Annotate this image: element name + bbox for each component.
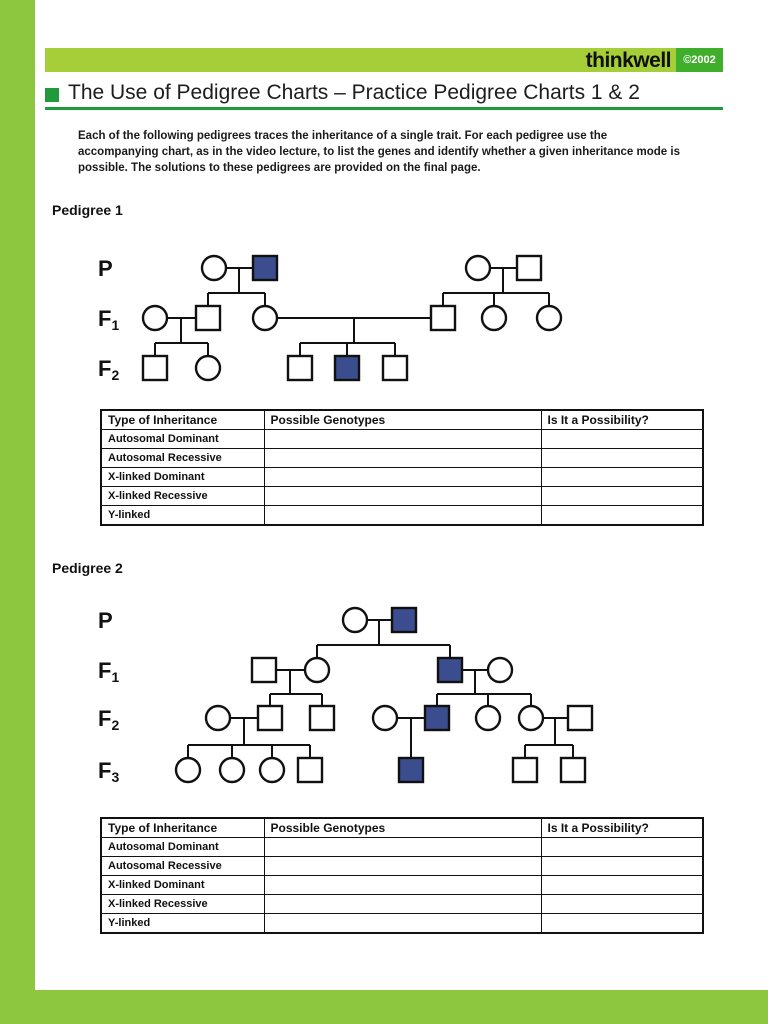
- inheritance-type: Autosomal Dominant: [101, 430, 264, 449]
- brand-bar: [45, 48, 723, 72]
- thinkwell-logo: thinkwell: [585, 48, 671, 72]
- female-circle-symbol: [482, 306, 506, 330]
- genotypes-cell: [264, 487, 541, 506]
- generation-label: P: [98, 608, 113, 633]
- inheritance-type: X-linked Recessive: [101, 895, 264, 914]
- male-square-symbol: [258, 706, 282, 730]
- green-square-bullet: [45, 88, 59, 102]
- col-possible-genotypes: Possible Genotypes: [264, 410, 541, 430]
- female-circle-symbol: [260, 758, 284, 782]
- bottom-green-strip: [35, 990, 768, 1024]
- generation-label: F1: [98, 306, 120, 333]
- possibility-cell: [541, 914, 703, 934]
- genotypes-cell: [264, 857, 541, 876]
- female-circle-symbol: [253, 306, 277, 330]
- possibility-cell: [541, 430, 703, 449]
- inheritance-type: Y-linked: [101, 506, 264, 526]
- col-type-of-inheritance: Type of Inheritance: [101, 410, 264, 430]
- page-title: The Use of Pedigree Charts – Practice Pedigree Charts 1 & 2: [68, 81, 640, 104]
- male-square-symbol: [252, 658, 276, 682]
- possibility-cell: [541, 838, 703, 857]
- female-circle-symbol: [488, 658, 512, 682]
- possibility-cell: [541, 468, 703, 487]
- male-square-symbol: [513, 758, 537, 782]
- genotypes-cell: [264, 449, 541, 468]
- affected-male-square-symbol: [399, 758, 423, 782]
- table-header-row: [101, 410, 703, 430]
- col-possible-genotypes: Possible Genotypes: [264, 818, 541, 838]
- inheritance-table-2: [100, 817, 704, 934]
- possibility-cell: [541, 895, 703, 914]
- table-row: [101, 487, 703, 506]
- table-row: [101, 895, 703, 914]
- inheritance-type: X-linked Recessive: [101, 487, 264, 506]
- col-type-of-inheritance: Type of Inheritance: [101, 818, 264, 838]
- table-row: [101, 468, 703, 487]
- male-square-symbol: [561, 758, 585, 782]
- table-row: [101, 876, 703, 895]
- female-circle-symbol: [305, 658, 329, 682]
- col-is-it-a-possibility: Is It a Possibility?: [541, 818, 703, 838]
- intro-paragraph: Each of the following pedigrees traces the inheritance of a single trait. For each pedigree use the accompanying chart, as in the video lecture, to list the genes and identify whether a given inheritance mode is possible. The solutions to these pedigrees are provided on the final page.: [78, 130, 680, 174]
- inheritance-type: Autosomal Dominant: [101, 838, 264, 857]
- genotypes-cell: [264, 895, 541, 914]
- left-green-strip: [0, 0, 35, 1024]
- female-circle-symbol: [202, 256, 226, 280]
- copyright-badge: ©2002: [676, 48, 723, 72]
- female-circle-symbol: [476, 706, 500, 730]
- inheritance-table-1: [100, 409, 704, 526]
- pedigree2-heading: Pedigree 2: [52, 560, 123, 576]
- male-square-symbol: [431, 306, 455, 330]
- table-row: [101, 914, 703, 934]
- female-circle-symbol: [466, 256, 490, 280]
- generation-label: P: [98, 256, 113, 281]
- inheritance-type: Autosomal Recessive: [101, 449, 264, 468]
- table-row: [101, 857, 703, 876]
- male-square-symbol: [143, 356, 167, 380]
- pedigree1-chart: [45, 235, 723, 403]
- male-square-symbol: [298, 758, 322, 782]
- affected-male-square-symbol: [425, 706, 449, 730]
- male-square-symbol: [288, 356, 312, 380]
- pedigree1-heading: Pedigree 1: [52, 202, 123, 218]
- possibility-cell: [541, 449, 703, 468]
- genotypes-cell: [264, 876, 541, 895]
- genotypes-cell: [264, 506, 541, 526]
- female-circle-symbol: [143, 306, 167, 330]
- title-underline: [45, 107, 723, 110]
- male-square-symbol: [196, 306, 220, 330]
- female-circle-symbol: [196, 356, 220, 380]
- male-square-symbol: [568, 706, 592, 730]
- generation-label: F2: [98, 356, 120, 383]
- female-circle-symbol: [206, 706, 230, 730]
- generation-label: F3: [98, 758, 120, 785]
- affected-male-square-symbol: [438, 658, 462, 682]
- possibility-cell: [541, 857, 703, 876]
- female-circle-symbol: [220, 758, 244, 782]
- table-row: [101, 430, 703, 449]
- genotypes-cell: [264, 468, 541, 487]
- female-circle-symbol: [519, 706, 543, 730]
- male-square-symbol: [383, 356, 407, 380]
- affected-male-square-symbol: [253, 256, 277, 280]
- genotypes-cell: [264, 838, 541, 857]
- female-circle-symbol: [343, 608, 367, 632]
- table-row: [101, 449, 703, 468]
- female-circle-symbol: [176, 758, 200, 782]
- inheritance-type: X-linked Dominant: [101, 876, 264, 895]
- table-row: [101, 838, 703, 857]
- female-circle-symbol: [537, 306, 561, 330]
- male-square-symbol: [310, 706, 334, 730]
- pedigree2-chart: [45, 595, 723, 800]
- possibility-cell: [541, 506, 703, 526]
- possibility-cell: [541, 487, 703, 506]
- female-circle-symbol: [373, 706, 397, 730]
- male-square-symbol: [517, 256, 541, 280]
- inheritance-type: Autosomal Recessive: [101, 857, 264, 876]
- genotypes-cell: [264, 430, 541, 449]
- inheritance-type: X-linked Dominant: [101, 468, 264, 487]
- table-header-row: [101, 818, 703, 838]
- genotypes-cell: [264, 914, 541, 934]
- affected-male-square-symbol: [335, 356, 359, 380]
- inheritance-type: Y-linked: [101, 914, 264, 934]
- affected-male-square-symbol: [392, 608, 416, 632]
- possibility-cell: [541, 876, 703, 895]
- col-is-it-a-possibility: Is It a Possibility?: [541, 410, 703, 430]
- generation-label: F2: [98, 706, 120, 733]
- table-row: [101, 506, 703, 526]
- generation-label: F1: [98, 658, 120, 685]
